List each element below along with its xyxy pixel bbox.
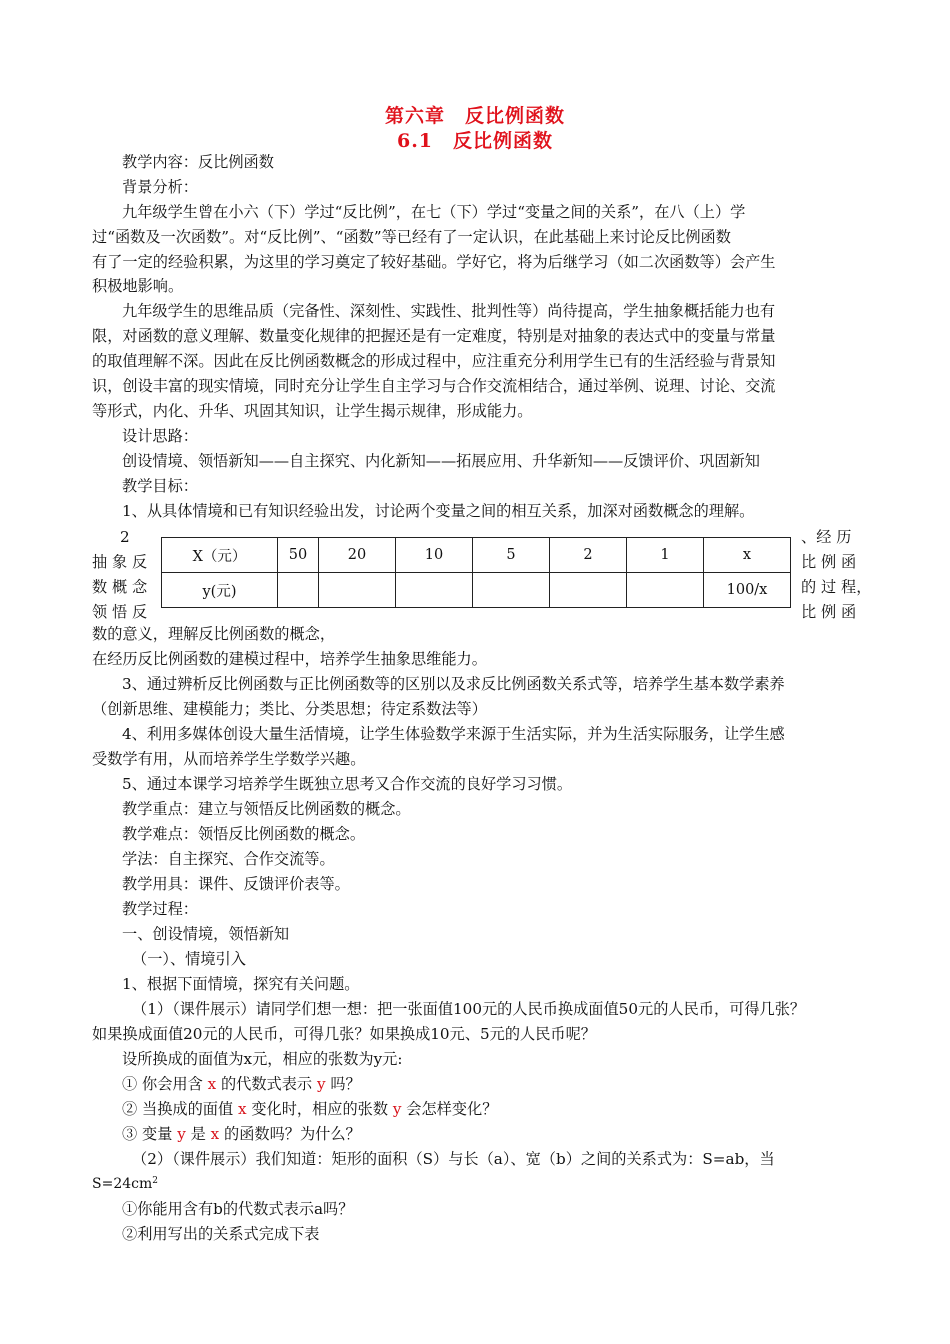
paragraph-line: 积极地影响。 xyxy=(92,277,184,295)
paragraph-line: 设计思路： xyxy=(122,427,198,445)
paragraph-line: 教学目标： xyxy=(122,477,198,495)
wrap-text-left: 领 悟 反 xyxy=(92,603,148,621)
paragraph-line: 1、根据下面情境，探究有关问题。 xyxy=(122,975,360,993)
wrap-text-right: 、经 历 xyxy=(801,528,852,546)
table-cell xyxy=(396,573,473,608)
table-row xyxy=(162,573,791,608)
table-cell: 10 xyxy=(396,538,473,573)
table-cell: 100/x xyxy=(704,573,791,608)
wrap-text-left: 抽 象 反 xyxy=(92,553,148,571)
wrap-text-right: 的 过 程， xyxy=(801,578,872,596)
table-cell: 5 xyxy=(473,538,550,573)
paragraph-line: （一）、情境引入 xyxy=(132,950,246,968)
paragraph-line: 教学用具：课件、反馈评价表等。 xyxy=(122,875,350,893)
q-text: 是 xyxy=(185,1125,211,1143)
paragraph-line xyxy=(92,1175,862,1193)
paragraph-line: 5、通过本课学习培养学生既独立思考又合作交流的良好学习习惯。 xyxy=(122,775,573,793)
table-cell: 50 xyxy=(278,538,319,573)
paragraph-line: 教学过程： xyxy=(122,900,198,918)
paragraph-line: 受数学有用，从而培养学生学数学兴趣。 xyxy=(92,750,366,768)
paragraph-line: ①你能用含有b的代数式表示a吗？ xyxy=(122,1200,354,1218)
table-cell: y(元) xyxy=(162,573,278,608)
table-cell xyxy=(278,573,319,608)
paragraph-line: 在经历反比例函数的建模过程中，培养学生抽象思维能力。 xyxy=(92,650,487,668)
paragraph-line: （1）（课件展示）请同学们想一想：把一张面值100元的人民币换成面值50元的人民币，可得几张？ xyxy=(132,1000,806,1018)
paragraph-line: 学法：自主探究、合作交流等。 xyxy=(122,850,335,868)
paragraph-line: 数的意义，理解反比例函数的概念， xyxy=(92,625,335,643)
paragraph-line: 3、通过辨析反比例函数与正比例函数等的区别以及求反比例函数关系式等，培养学生基本数学素养 xyxy=(122,675,785,693)
paragraph-line: 教学内容：反比例函数 xyxy=(122,153,274,171)
table-cell: X（元） xyxy=(162,538,278,573)
table-cell: 20 xyxy=(319,538,396,573)
question-2 xyxy=(122,1100,892,1118)
variable-y: y xyxy=(392,1100,402,1118)
variable-y: y xyxy=(177,1125,186,1143)
table-cell xyxy=(627,573,704,608)
table-cell xyxy=(473,573,550,608)
q-text: ② 当换成的面值 xyxy=(122,1100,238,1118)
paragraph-line: 背景分析： xyxy=(122,178,198,196)
paragraph-line: 识，创设丰富的现实情境，同时充分让学生自主学习与合作交流相结合，通过举例、说理、讨论、交流 xyxy=(92,377,776,395)
variable-y: y xyxy=(316,1075,326,1093)
paragraph-line: 4、利用多媒体创设大量生活情境，让学生体验数学来源于生活实际，并为生活实际服务，让学生感 xyxy=(122,725,785,743)
paragraph-line: 如果换成面值20元的人民币，可得几张？如果换成10元、5元的人民币呢？ xyxy=(92,1025,596,1043)
variable-x: x xyxy=(237,1100,247,1118)
q-text: ① 你会用含 xyxy=(122,1075,208,1093)
variable-x: x xyxy=(210,1125,220,1143)
wrap-text-left: 2 xyxy=(120,528,130,546)
paragraph-line: 的取值理解不深。因此在反比例函数概念的形成过程中，应注重充分利用学生已有的生活经验与背景知 xyxy=(92,352,776,370)
paragraph-line: （2）（课件展示）我们知道：矩形的面积（S）与长（a）、宽（b）之间的关系式为：S=ab，当 xyxy=(132,1150,775,1168)
superscript: 2 xyxy=(152,1176,158,1186)
table-cell: x xyxy=(704,538,791,573)
table-cell: 1 xyxy=(627,538,704,573)
q-text: 的代数式表示 xyxy=(216,1075,317,1093)
table-cell: 2 xyxy=(550,538,627,573)
q-text: 吗？ xyxy=(325,1075,361,1093)
paragraph-line: 设所换成的面值为x元，相应的张数为y元: xyxy=(122,1050,403,1068)
wrap-text-right: 比 例 函 xyxy=(801,553,857,571)
wrap-text-left: 数 概 念 xyxy=(92,578,148,596)
paragraph-line: 限，对函数的意义理解、数量变化规律的把握还是有一定难度，特别是对抽象的表达式中的变量与常量 xyxy=(92,327,776,345)
paragraph-line: 九年级学生的思维品质（完备性、深刻性、实践性、批判性等）尚待提高，学生抽象概括能力也有 xyxy=(122,302,776,320)
table-cell xyxy=(319,573,396,608)
paragraph-line: 有了一定的经验积累，为这里的学习奠定了较好基础。学好它，将为后继学习（如二次函数等）会产生 xyxy=(92,253,776,271)
q-text: 变化时，相应的张数 xyxy=(246,1100,393,1118)
wrap-text-right: 比 例 函 xyxy=(801,603,857,621)
section-title: 6.1 反比例函数 xyxy=(396,130,554,152)
paragraph-line: 等形式，内化、升华、巩固其知识，让学生揭示规律，形成能力。 xyxy=(92,402,533,420)
q-text: 会怎样变化？ xyxy=(401,1100,498,1118)
q-text: ③ 变量 xyxy=(122,1125,178,1143)
question-1 xyxy=(122,1075,892,1093)
paragraph-line: 创设情境、领悟新知——自主探究、内化新知——拓展应用、升华新知——反馈评价、巩固新知 xyxy=(122,452,760,470)
paragraph-line: 1、从具体情境和已有知识经验出发，讨论两个变量之间的相互关系，加深对函数概念的理解。 xyxy=(122,502,755,520)
variable-x: x xyxy=(207,1075,217,1093)
q-text: 的函数吗？为什么？ xyxy=(219,1125,361,1143)
table-cell xyxy=(550,573,627,608)
table-row xyxy=(162,538,791,573)
paragraph-line: 九年级学生曾在小六（下）学过“反比例”，在七（下）学过“变量之间的关系”，在八（上）学 xyxy=(122,203,746,221)
question-3 xyxy=(122,1125,892,1143)
paragraph-line: 一、创设情境，领悟新知 xyxy=(122,925,290,943)
chapter-title: 第六章 反比例函数 xyxy=(384,105,565,127)
paragraph-line: 教学难点：领悟反比例函数的概念。 xyxy=(122,825,365,843)
paragraph-line: 过“函数及一次函数”。对“反比例”、“函数”等已经有了一定认识，在此基础上来讨论反比例函数 xyxy=(92,228,731,246)
value-table xyxy=(161,537,791,608)
area-text: S=24cm xyxy=(92,1176,153,1192)
paragraph-line: （创新思维、建模能力；类比、分类思想；待定系数法等） xyxy=(92,700,487,718)
paragraph-line: 教学重点：建立与领悟反比例函数的概念。 xyxy=(122,800,411,818)
paragraph-line: ②利用写出的关系式完成下表 xyxy=(122,1225,320,1243)
